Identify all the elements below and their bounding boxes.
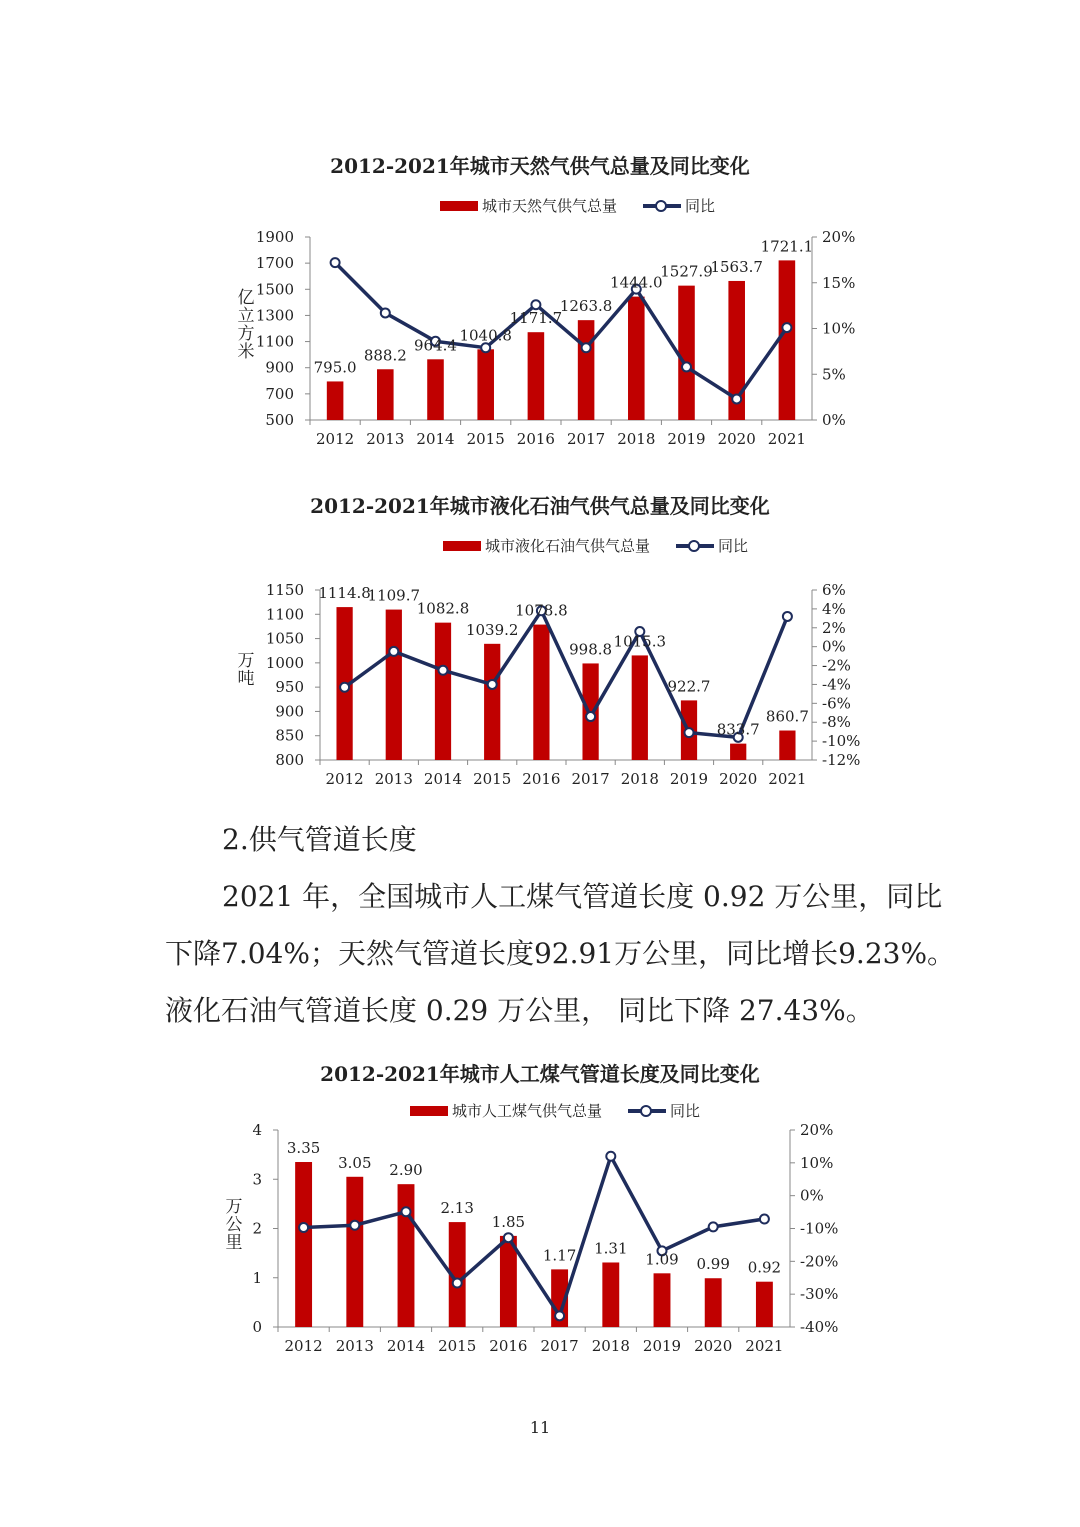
bar-data-label: 998.8 [569, 640, 613, 659]
bar-data-label: 3.05 [338, 1153, 372, 1172]
bar [678, 286, 695, 420]
line-legend-swatch [643, 200, 681, 212]
x-tick-label: 2015 [473, 770, 512, 788]
yoy-point [760, 1214, 769, 1223]
bar-data-label: 3.35 [286, 1139, 321, 1158]
left-tick-label: 1 [252, 1268, 262, 1287]
x-tick-label: 2016 [516, 430, 555, 448]
line-legend-swatch [676, 540, 714, 552]
left-tick-label: 3 [252, 1170, 262, 1189]
right-tick-label: -8% [822, 713, 851, 732]
yoy-point [732, 394, 741, 403]
x-tick-label: 2017 [571, 770, 610, 788]
right-tick-label: -12% [822, 751, 861, 769]
bar [628, 297, 645, 420]
bar-legend-label: 城市人工煤气供气总量 [452, 1102, 603, 1120]
bar-data-label: 2.13 [440, 1199, 474, 1218]
x-tick-label: 2018 [591, 1337, 630, 1355]
left-tick-label: 2 [252, 1219, 262, 1238]
left-tick-label: 1900 [255, 228, 294, 246]
left-tick-label: 950 [275, 678, 304, 697]
yoy-line [304, 1153, 765, 1316]
yoy-point [439, 666, 448, 675]
bar-data-label: 1039.2 [465, 620, 519, 639]
x-tick-label: 2020 [719, 770, 758, 788]
right-tick-label: 10% [822, 319, 856, 338]
bar [705, 1278, 722, 1327]
right-tick-label: 0% [800, 1186, 824, 1205]
bar-data-label: 1563.7 [710, 257, 763, 276]
right-tick-label: 6% [822, 581, 846, 599]
yoy-point [531, 300, 540, 309]
chart1-plot [0, 222, 1080, 472]
left-tick-label: 500 [265, 411, 294, 429]
y-axis-label-char: 里 [225, 1233, 243, 1253]
yoy-point [481, 343, 490, 352]
bar [779, 260, 796, 420]
x-tick-label: 2018 [620, 770, 659, 788]
bar-legend-label: 城市天然气供气总量 [482, 197, 618, 215]
yoy-point [381, 308, 390, 317]
y-axis-label-char: 万 [237, 651, 255, 671]
bar-data-label: 0.99 [696, 1255, 730, 1274]
right-tick-label: -4% [822, 675, 851, 694]
x-tick-label: 2018 [617, 430, 656, 448]
y-axis-label-char: 立 [237, 306, 255, 326]
yoy-point [685, 728, 694, 737]
yoy-point [586, 712, 595, 721]
x-tick-label: 2016 [489, 1337, 528, 1355]
left-tick-label: 1100 [265, 605, 304, 624]
bar-legend-label: 城市液化石油气供气总量 [485, 537, 651, 555]
yoy-point [389, 647, 398, 656]
bar-data-label: 964.4 [414, 336, 457, 355]
bar [730, 744, 746, 760]
yoy-point [350, 1221, 359, 1230]
line-legend-label: 同比 [685, 197, 716, 215]
right-tick-label: 15% [822, 273, 856, 292]
bar [756, 1282, 773, 1327]
section-heading: 2.供气管道长度 [222, 823, 417, 856]
x-tick-label: 2012 [284, 1337, 323, 1355]
left-tick-label: 900 [275, 702, 304, 721]
bar-data-label: 1171.7 [509, 309, 563, 328]
chart3-title: 2012-2021年城市人工煤气管道长度及同比变化 [320, 1062, 760, 1086]
right-tick-label: 20% [822, 228, 856, 246]
left-tick-label: 800 [275, 751, 304, 769]
x-tick-label: 2021 [745, 1337, 784, 1355]
bar [427, 359, 444, 420]
left-tick-label: 1050 [265, 629, 304, 648]
line-legend-label: 同比 [718, 537, 749, 555]
right-tick-label: -2% [822, 656, 851, 675]
left-tick-label: 1300 [255, 306, 294, 325]
bar-data-label: 1527.9 [660, 262, 713, 281]
bar-data-label: 1040.8 [459, 326, 512, 345]
bar-data-label: 922.7 [667, 677, 711, 696]
x-tick-label: 2014 [423, 770, 463, 788]
bar [533, 625, 549, 760]
bar [346, 1177, 363, 1327]
x-tick-label: 2013 [366, 430, 405, 448]
left-tick-label: 0 [252, 1318, 262, 1336]
bar [377, 369, 394, 420]
yoy-point [682, 362, 691, 371]
bar-legend-swatch [410, 1106, 448, 1116]
bar [386, 610, 402, 760]
yoy-line [345, 611, 788, 738]
bar [435, 623, 451, 760]
right-tick-label: -10% [800, 1219, 839, 1238]
bar-data-label: 1263.8 [559, 297, 613, 316]
x-tick-label: 2019 [667, 430, 706, 448]
yoy-point [504, 1233, 513, 1242]
left-tick-label: 1700 [255, 254, 294, 273]
yoy-point [453, 1279, 462, 1288]
line-legend-label: 同比 [670, 1102, 701, 1120]
x-tick-label: 2019 [642, 1337, 682, 1355]
y-axis-label-char: 万 [225, 1197, 243, 1217]
right-tick-label: 10% [800, 1153, 834, 1172]
yoy-point [783, 612, 792, 621]
paragraph-line-2: 下降7.04%；天然气管道长度92.91万公里，同比增长9.23%。 [165, 937, 956, 970]
chart1-title: 2012-2021年城市天然气供气总量及同比变化 [330, 154, 750, 178]
chart2-title: 2012-2021年城市液化石油气供气总量及同比变化 [310, 494, 770, 518]
right-tick-label: -10% [822, 732, 861, 751]
bar [654, 1273, 671, 1327]
bar-data-label: 1078.8 [515, 601, 568, 620]
yoy-point [555, 1311, 564, 1320]
right-tick-label: 0% [822, 637, 846, 656]
right-tick-label: -20% [800, 1252, 839, 1271]
yoy-point [340, 683, 349, 692]
left-tick-label: 4 [252, 1121, 262, 1139]
bar-data-label: 1.85 [491, 1212, 526, 1231]
left-tick-label: 1150 [265, 581, 304, 599]
x-tick-label: 2019 [669, 770, 709, 788]
bar [327, 381, 344, 420]
bar-data-label: 2.90 [389, 1161, 423, 1180]
x-tick-label: 2017 [567, 430, 606, 448]
x-tick-label: 2021 [767, 430, 806, 448]
x-tick-label: 2016 [522, 770, 561, 788]
yoy-point [582, 343, 591, 352]
yoy-point [402, 1207, 411, 1216]
x-tick-label: 2014 [416, 430, 455, 448]
left-tick-label: 1000 [265, 653, 304, 672]
bar-data-label: 0.92 [747, 1258, 782, 1277]
bar-data-label: 1.17 [542, 1246, 577, 1265]
right-tick-label: -30% [800, 1285, 839, 1304]
page-number: 11 [529, 1418, 551, 1437]
bar-data-label: 1015.3 [613, 632, 667, 651]
right-tick-label: 20% [800, 1121, 834, 1139]
bar-data-label: 1.31 [594, 1239, 628, 1258]
bar [602, 1262, 619, 1327]
y-axis-label-char: 亿 [237, 288, 255, 308]
right-tick-label: 0% [822, 411, 846, 429]
bar-data-label: 1444.0 [610, 273, 663, 292]
bar-data-label: 860.7 [765, 707, 809, 726]
yoy-point [331, 258, 340, 267]
bar-legend-swatch [440, 201, 478, 211]
x-tick-label: 2017 [540, 1337, 579, 1355]
left-tick-label: 1100 [255, 332, 294, 351]
chart1-legend [440, 195, 715, 216]
bar [528, 332, 545, 420]
yoy-point [299, 1223, 308, 1232]
y-axis-label-char: 公 [225, 1215, 243, 1235]
chart2-legend [443, 535, 748, 556]
x-tick-label: 2021 [768, 770, 807, 788]
bar [484, 644, 500, 760]
bar-data-label: 888.2 [363, 346, 407, 365]
x-tick-label: 2014 [386, 1337, 426, 1355]
y-axis-label-char: 米 [237, 342, 255, 362]
paragraph-line-3: 液化石油气管道长度 0.29 万公里， 同比下降 27.43%。 [165, 994, 874, 1027]
bar [779, 731, 795, 760]
bar [477, 349, 494, 420]
left-tick-label: 700 [265, 384, 294, 403]
bar-data-label: 1.09 [645, 1250, 679, 1269]
bar-data-label: 1109.7 [367, 586, 421, 605]
yoy-line [335, 263, 787, 399]
x-tick-label: 2020 [694, 1337, 733, 1355]
x-tick-label: 2015 [438, 1337, 477, 1355]
right-tick-label: 4% [822, 599, 846, 618]
bar-data-label: 1721.1 [760, 237, 814, 256]
bar [632, 655, 648, 760]
x-tick-label: 2013 [335, 1337, 374, 1355]
right-tick-label: -6% [822, 694, 851, 713]
left-tick-label: 1500 [255, 280, 294, 299]
bar-data-label: 833.7 [716, 720, 760, 739]
left-tick-label: 850 [275, 726, 304, 745]
bar [295, 1162, 312, 1327]
bar [578, 320, 595, 420]
right-tick-label: -40% [800, 1318, 839, 1336]
bar-data-label: 795.0 [313, 358, 357, 377]
left-tick-label: 900 [265, 358, 294, 377]
yoy-point [606, 1152, 615, 1161]
x-tick-label: 2013 [374, 770, 413, 788]
chart2-plot [0, 575, 1080, 805]
bar [398, 1184, 415, 1327]
yoy-point [709, 1222, 718, 1231]
x-tick-label: 2012 [325, 770, 364, 788]
bar-legend-swatch [443, 541, 481, 551]
right-tick-label: 5% [822, 365, 846, 384]
x-tick-label: 2020 [717, 430, 756, 448]
x-tick-label: 2012 [316, 430, 355, 448]
yoy-point [782, 323, 791, 332]
y-axis-label-char: 吨 [237, 669, 255, 689]
x-tick-label: 2015 [466, 430, 505, 448]
bar-data-label: 1114.8 [318, 584, 371, 603]
y-axis-label-char: 方 [237, 324, 255, 344]
paragraph-line-1: 2021 年，全国城市人工煤气管道长度 0.92 万公里，同比 [222, 880, 943, 913]
yoy-point [488, 680, 497, 689]
chart3-plot [0, 1115, 1080, 1365]
right-tick-label: 2% [822, 618, 846, 637]
bar-data-label: 1082.8 [416, 599, 470, 618]
